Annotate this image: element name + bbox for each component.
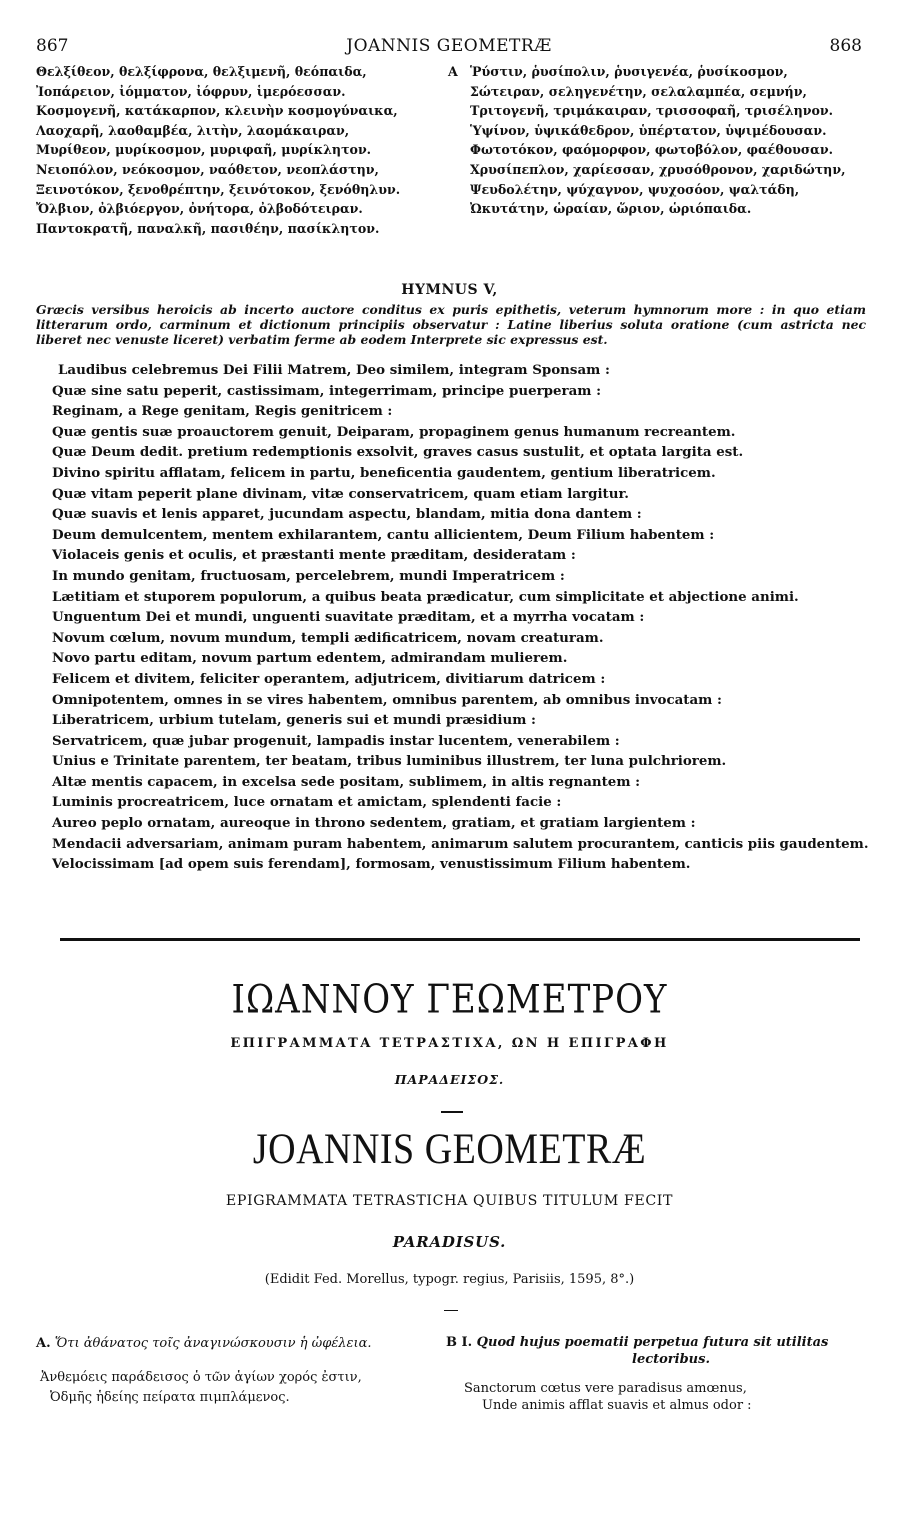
greek-verse-line: Ὄλβιον, ὀλβιόεργον, ὀνήτορα, ὀλβοδότειραν. xyxy=(36,201,363,217)
page-number-right: 868 xyxy=(829,36,862,56)
latin-line: Servatricem, quæ jubar progenuit, lampadis instar lucentem, venerabilem : xyxy=(52,732,620,749)
latin-line: Quæ gentis suæ proauctorem genuit, Deiparam, propaginem genus humanum recreantem. xyxy=(52,423,736,440)
greek-column-left xyxy=(36,62,441,238)
latin-section-subtitle-2: PARADISUS. xyxy=(392,1233,507,1251)
margin-marker-b: B xyxy=(446,1335,457,1350)
epigram-latin-title-cont: lectoribus. xyxy=(632,1352,710,1367)
section-divider xyxy=(60,938,860,941)
greek-verse-line: Ὠκυτάτην, ὡραίαν, ὥριον, ὡριόπαιδα. xyxy=(470,201,752,217)
hymn-title: HYMNUS V, xyxy=(401,282,498,298)
greek-verse-text: Ῥύστιν, ῥυσίπολιν, ῥυσιγενέα, ῥυσίκοσμον, xyxy=(470,64,788,79)
epigram-number: I. xyxy=(461,1335,473,1350)
epigram-latin-line: Unde animis afflat suavis et almus odor : xyxy=(482,1398,752,1413)
epigram-greek xyxy=(36,1334,446,1408)
latin-section-subtitle: EPIGRAMMATA TETRASTICHA QUIBUS TITULUM FECIT xyxy=(225,1193,674,1209)
latin-section-title: JOANNIS GEOMETRÆ xyxy=(252,1124,647,1174)
latin-line: In mundo genitam, fructuosam, percelebrem, mundi Imperatricem : xyxy=(52,567,565,584)
greek-verse-line: Ὑψίνον, ὑψικάθεδρον, ὑπέρτατον, ὑψιμέδουσαν. xyxy=(470,122,827,138)
greek-verse-line: Ψευδολέτην, ψύχαγνον, ψυχοσόον, ψαλτάδη, xyxy=(470,181,800,197)
latin-line: Novo partu editam, novum partum edentem, admirandam mulierem. xyxy=(52,650,568,667)
latin-hymn-text xyxy=(52,360,869,875)
latin-line: Quæ sine satu peperit, castissimam, integerrimam, principe puerperam : xyxy=(52,382,602,399)
latin-line: Deum demulcentem, mentem exhilarantem, cantu allicientem, Deum Filium habentem : xyxy=(52,526,715,543)
running-head xyxy=(36,36,862,58)
epigram-latin-title: Quod hujus poematii perpetua futura sit utilitas xyxy=(476,1335,829,1350)
epigram-greek-line: Ἀνθεμόεις παράδεισος ὁ τῶν ἁγίων χορός ἐστιν, xyxy=(40,1370,362,1385)
page-number-left: 867 xyxy=(36,36,69,56)
latin-line: Lætitiam et stuporem populorum, a quibus beata prædicatur, cum simplicitate et abjectione animi. xyxy=(52,588,799,605)
running-title: JOANNIS GEOMETRÆ xyxy=(346,36,552,56)
greek-verse-line: Λαοχαρῆ, λαοθαμβέα, λιτὴν, λαομάκαιραν, xyxy=(36,122,350,138)
greek-verse-line: Ξεινοτόκον, ξενοθρέπτην, ξεινότοκον, ξενόθηλυν. xyxy=(36,181,401,197)
epigram-latin-heading xyxy=(446,1334,866,1351)
latin-line: Reginam, a Rege genitam, Regis genitricem : xyxy=(52,403,393,420)
margin-marker-a: A xyxy=(448,64,458,79)
latin-line: Altæ mentis capacem, in excelsa sede positam, sublimem, in altis regnantem : xyxy=(52,773,641,790)
short-divider-2 xyxy=(444,1310,458,1311)
epigram-greek-title: Ὅτι ἀθάνατος τοῖς ἀναγινώσκουσιν ἡ ὠφέλεια. xyxy=(54,1336,372,1351)
latin-line: Felicem et divitem, feliciter operantem, adjutricem, divitiarum datricem : xyxy=(52,670,606,687)
greek-verse-line: Μυρίθεον, μυρίκοσμον, μυριφαῆ, μυρίκλητον. xyxy=(36,142,372,158)
epigram-latin xyxy=(446,1334,866,1414)
greek-verse-line: Νειοπόλον, νεόκοσμον, ναόθετον, νεοπλάστην, xyxy=(36,161,379,177)
latin-line: Unius e Trinitate parentem, ter beatam, tribus luminibus illustrem, ter luna pulchriorem. xyxy=(52,753,727,770)
latin-line: Quæ vitam peperit plane divinam, vitæ conservatricem, quam etiam largitur. xyxy=(52,485,629,502)
greek-verse-line: Παντοκρατῆ, παναλκῆ, πασιθέην, πασίκλητον. xyxy=(36,220,380,236)
latin-line: Mendacii adversariam, animam puram habentem, animarum salutem procurantem, canticis piis gaudentem. xyxy=(52,835,869,852)
greek-verse-line: Θελξίθεον, θελξίφρονα, θελξιμενῆ, θεόπαιδα, xyxy=(36,64,367,79)
short-divider xyxy=(441,1111,463,1113)
greek-verse-line: Χρυσίπεπλον, χαρίεσσαν, χρυσόθρονον, χαριδώτην, xyxy=(470,161,846,177)
greek-section-subtitle-2: ΠΑΡΑΔΕΙΣΟΣ. xyxy=(394,1072,505,1087)
greek-verse-line xyxy=(448,62,866,82)
greek-section-title: ΙΩΑΝΝΟΥ ΓΕΩΜΕΤΡΟΥ xyxy=(231,977,668,1023)
epigram-latin-line: Sanctorum cœtus vere paradisus amœnus, xyxy=(464,1381,747,1396)
epigram-greek-heading xyxy=(36,1334,446,1354)
greek-verse-line: Ἰοπάρειον, ἰόμματον, ἰόφρυν, ἱμερόεσσαν. xyxy=(36,83,346,99)
greek-verse-line: Σώτειραν, σεληγενέτην, σελαλαμπέα, σεμνήν, xyxy=(470,83,807,99)
edition-note: (Edidit Fed. Morellus, typogr. regius, Parisiis, 1595, 8°.) xyxy=(264,1272,635,1287)
latin-line: Violaceis genis et oculis, et præstanti mente præditam, desideratam : xyxy=(52,547,576,564)
greek-verse-line: Τριτογενῆ, τριμάκαιραν, τρισσοφαῆ, τρισέληνον. xyxy=(470,103,834,119)
greek-column-right xyxy=(448,62,866,219)
latin-line: Velocissimam [ad opem suis ferendam], formosam, venustissimum Filium habentem. xyxy=(52,856,691,873)
latin-line: Aureo peplo ornatam, aureoque in throno sedentem, gratiam, et gratiam largientem : xyxy=(52,815,696,832)
latin-line: Laudibus celebremus Dei Filii Matrem, Deo similem, integram Sponsam : xyxy=(58,362,610,378)
greek-verse-line: Κοσμογενῆ, κατάκαρπον, κλεινὴν κοσμογύναικα, xyxy=(36,103,398,119)
latin-line: Divino spiritu afflatam, felicem in partu, beneficentia gaudentem, gentium liberatricem. xyxy=(52,464,716,481)
hymn-intro: Græcis versibus heroicis ab incerto auctore conditus ex puris epithetis, veterum hymnorum more : in quo etiam litterarum ordo, carminum et dictionum principiis observatur : Latine liberius soluta oratione (cum astricta nec liberet nec venuste liceret) verbatim ferme ab eodem Interprete sic expressus est. xyxy=(36,302,866,348)
latin-line: Luminis procreatricem, luce ornatam et amictam, splendenti facie : xyxy=(52,794,562,811)
latin-line: Quæ Deum dedit. pretium redemptionis exsolvit, graves casus sustulit, et optata largita est. xyxy=(52,444,744,461)
latin-line: Omnipotentem, omnes in se vires habentem, omnibus parentem, ab omnibus invocatam : xyxy=(52,691,722,708)
epigram-greek-line: Ὀδμῆς ἡδείης πείρατα πιμπλάμενος. xyxy=(50,1390,290,1405)
latin-line: Quæ suavis et lenis apparet, jucundam aspectu, blandam, mitia dona dantem : xyxy=(52,506,642,523)
latin-line: Unguentum Dei et mundi, unguenti suavitate præditam, et a myrrha vocatam : xyxy=(52,609,645,626)
greek-hymn-verses xyxy=(36,62,866,274)
margin-marker-a2: A. xyxy=(36,1336,51,1351)
latin-line: Liberatricem, urbium tutelam, generis sui et mundi præsidium : xyxy=(52,712,536,729)
latin-line: Novum cœlum, novum mundum, templi ædificatricem, novam creaturam. xyxy=(52,629,604,646)
greek-section-subtitle: ΕΠΙΓΡΑΜΜΑΤΑ ΤΕΤΡΑΣΤΙΧΑ, ΩΝ Η ΕΠΙΓΡΑΦΗ xyxy=(230,1036,669,1051)
greek-verse-line: Φωτοτόκον, φαόμορφον, φωτοβόλον, φαέθουσαν. xyxy=(470,142,833,158)
